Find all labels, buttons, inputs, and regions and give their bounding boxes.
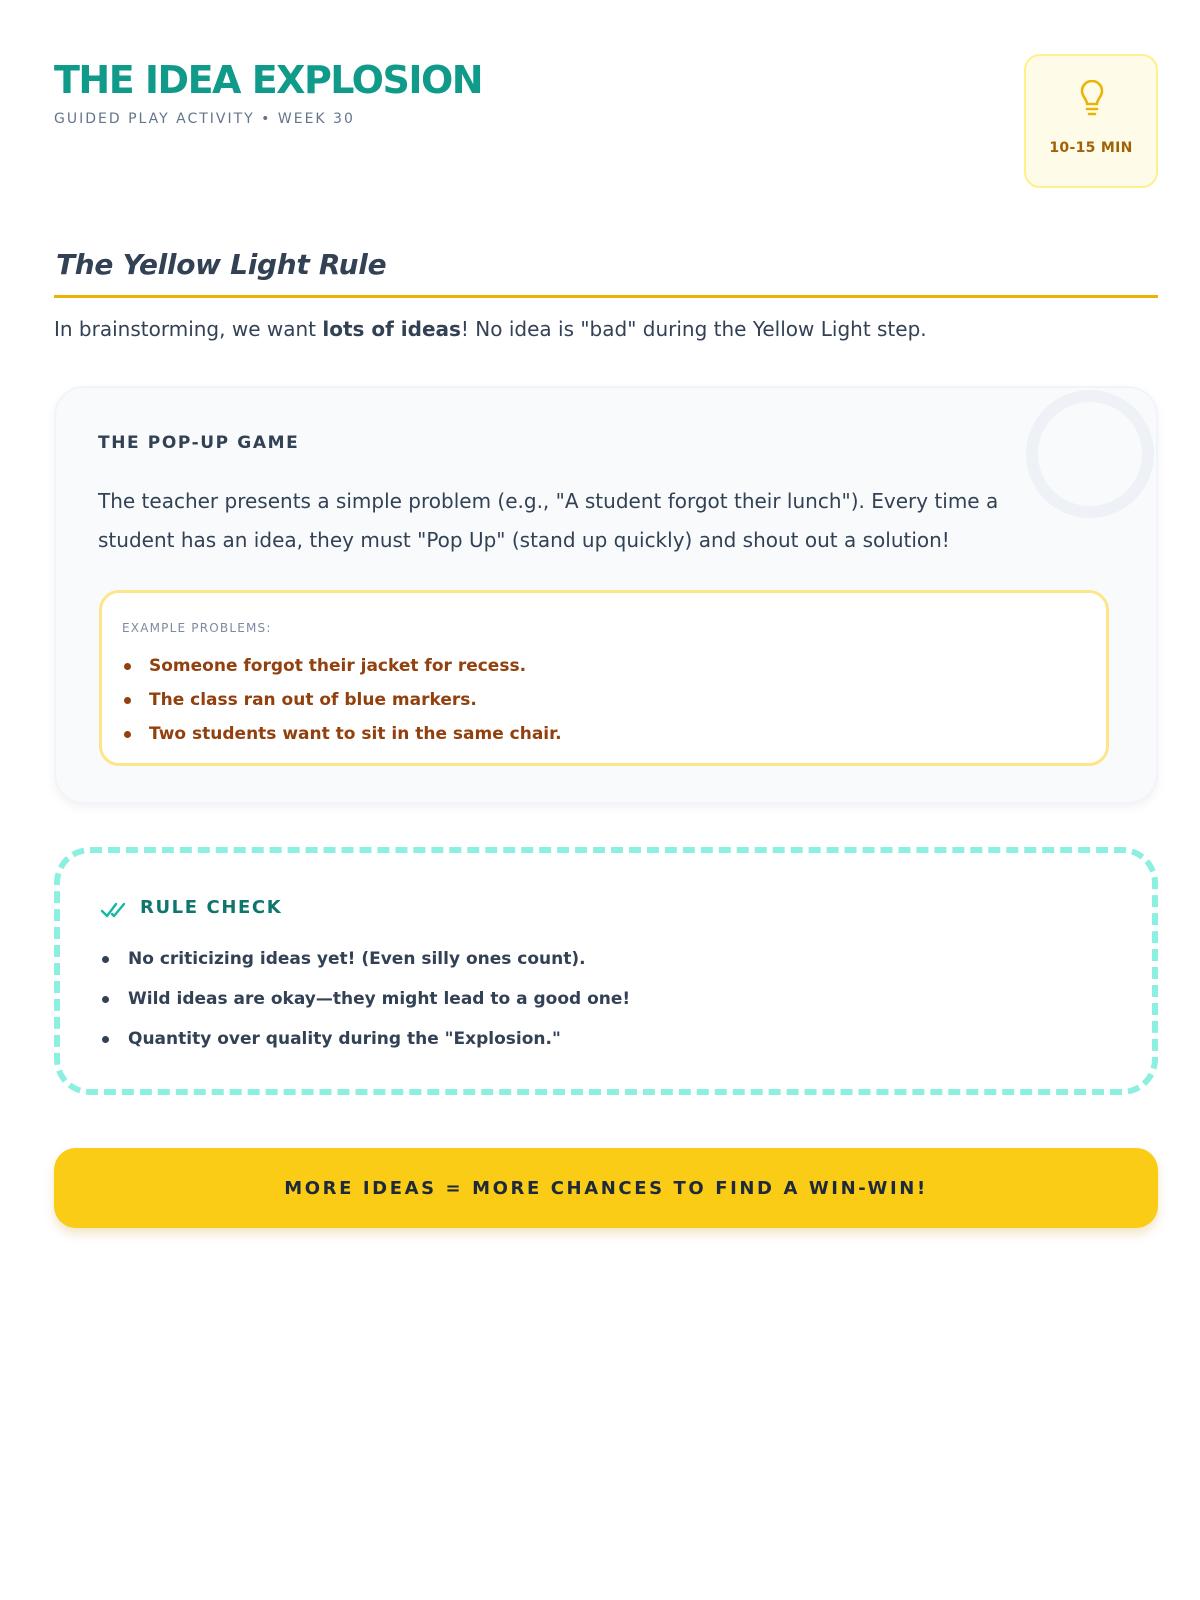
example-text: Someone forgot their jacket for recess.: [149, 656, 527, 676]
example-problems-box: [99, 590, 1109, 766]
intro-bold: lots of ideas: [322, 317, 461, 341]
rule-check-heading: RULE CHECK: [140, 897, 283, 918]
examples-label: EXAMPLE PROBLEMS:: [122, 621, 272, 635]
rule-list: [100, 939, 630, 1059]
page-title: THE IDEA EXPLOSION: [54, 58, 483, 102]
bullet-icon: [124, 697, 131, 704]
list-item: [100, 939, 630, 979]
example-text: The class ran out of blue markers.: [149, 690, 477, 710]
list-item: [122, 649, 562, 683]
example-list: [122, 649, 562, 751]
rule-text: No criticizing ideas yet! (Even silly ones count).: [128, 949, 586, 969]
game-heading: THE POP-UP GAME: [98, 433, 300, 453]
banner-text: MORE IDEAS = MORE CHANCES TO FIND A WIN-WIN!: [284, 1177, 928, 1199]
duration-label: 10-15 MIN: [1049, 140, 1133, 156]
game-card: [54, 386, 1158, 804]
bullet-icon: [102, 956, 109, 963]
decorative-circle: [1026, 390, 1154, 518]
list-item: [122, 683, 562, 717]
list-item: [122, 717, 562, 751]
intro-text: [54, 314, 927, 344]
bullet-icon: [102, 996, 109, 1003]
section-title: The Yellow Light Rule: [56, 248, 387, 281]
section-divider: [54, 295, 1158, 298]
double-check-icon: [100, 899, 128, 921]
game-description: The teacher presents a simple problem (e.g., "A student forgot their lunch"). Every time a student has an idea, they must "Pop Up" (stand up quickly) and shout out a solution!: [98, 489, 999, 552]
page-subtitle: GUIDED PLAY ACTIVITY • WEEK 30: [54, 111, 355, 127]
motto-banner: [54, 1148, 1158, 1228]
example-text: Two students want to sit in the same chair.: [149, 724, 562, 744]
bullet-icon: [124, 663, 131, 670]
intro-suffix: ! No idea is "bad" during the Yellow Light step.: [460, 317, 927, 341]
duration-badge: [1024, 54, 1158, 188]
rule-text: Quantity over quality during the "Explosion.": [128, 1029, 561, 1049]
bullet-icon: [124, 731, 131, 738]
bullet-icon: [102, 1036, 109, 1043]
activity-page: [54, 0, 1158, 1600]
list-item: [100, 1019, 630, 1059]
lightbulb-icon: [1079, 80, 1105, 116]
list-item: [100, 979, 630, 1019]
intro-prefix: In brainstorming, we want: [54, 317, 323, 341]
rule-text: Wild ideas are okay—they might lead to a good one!: [128, 989, 631, 1009]
rule-check-box: [54, 847, 1158, 1095]
